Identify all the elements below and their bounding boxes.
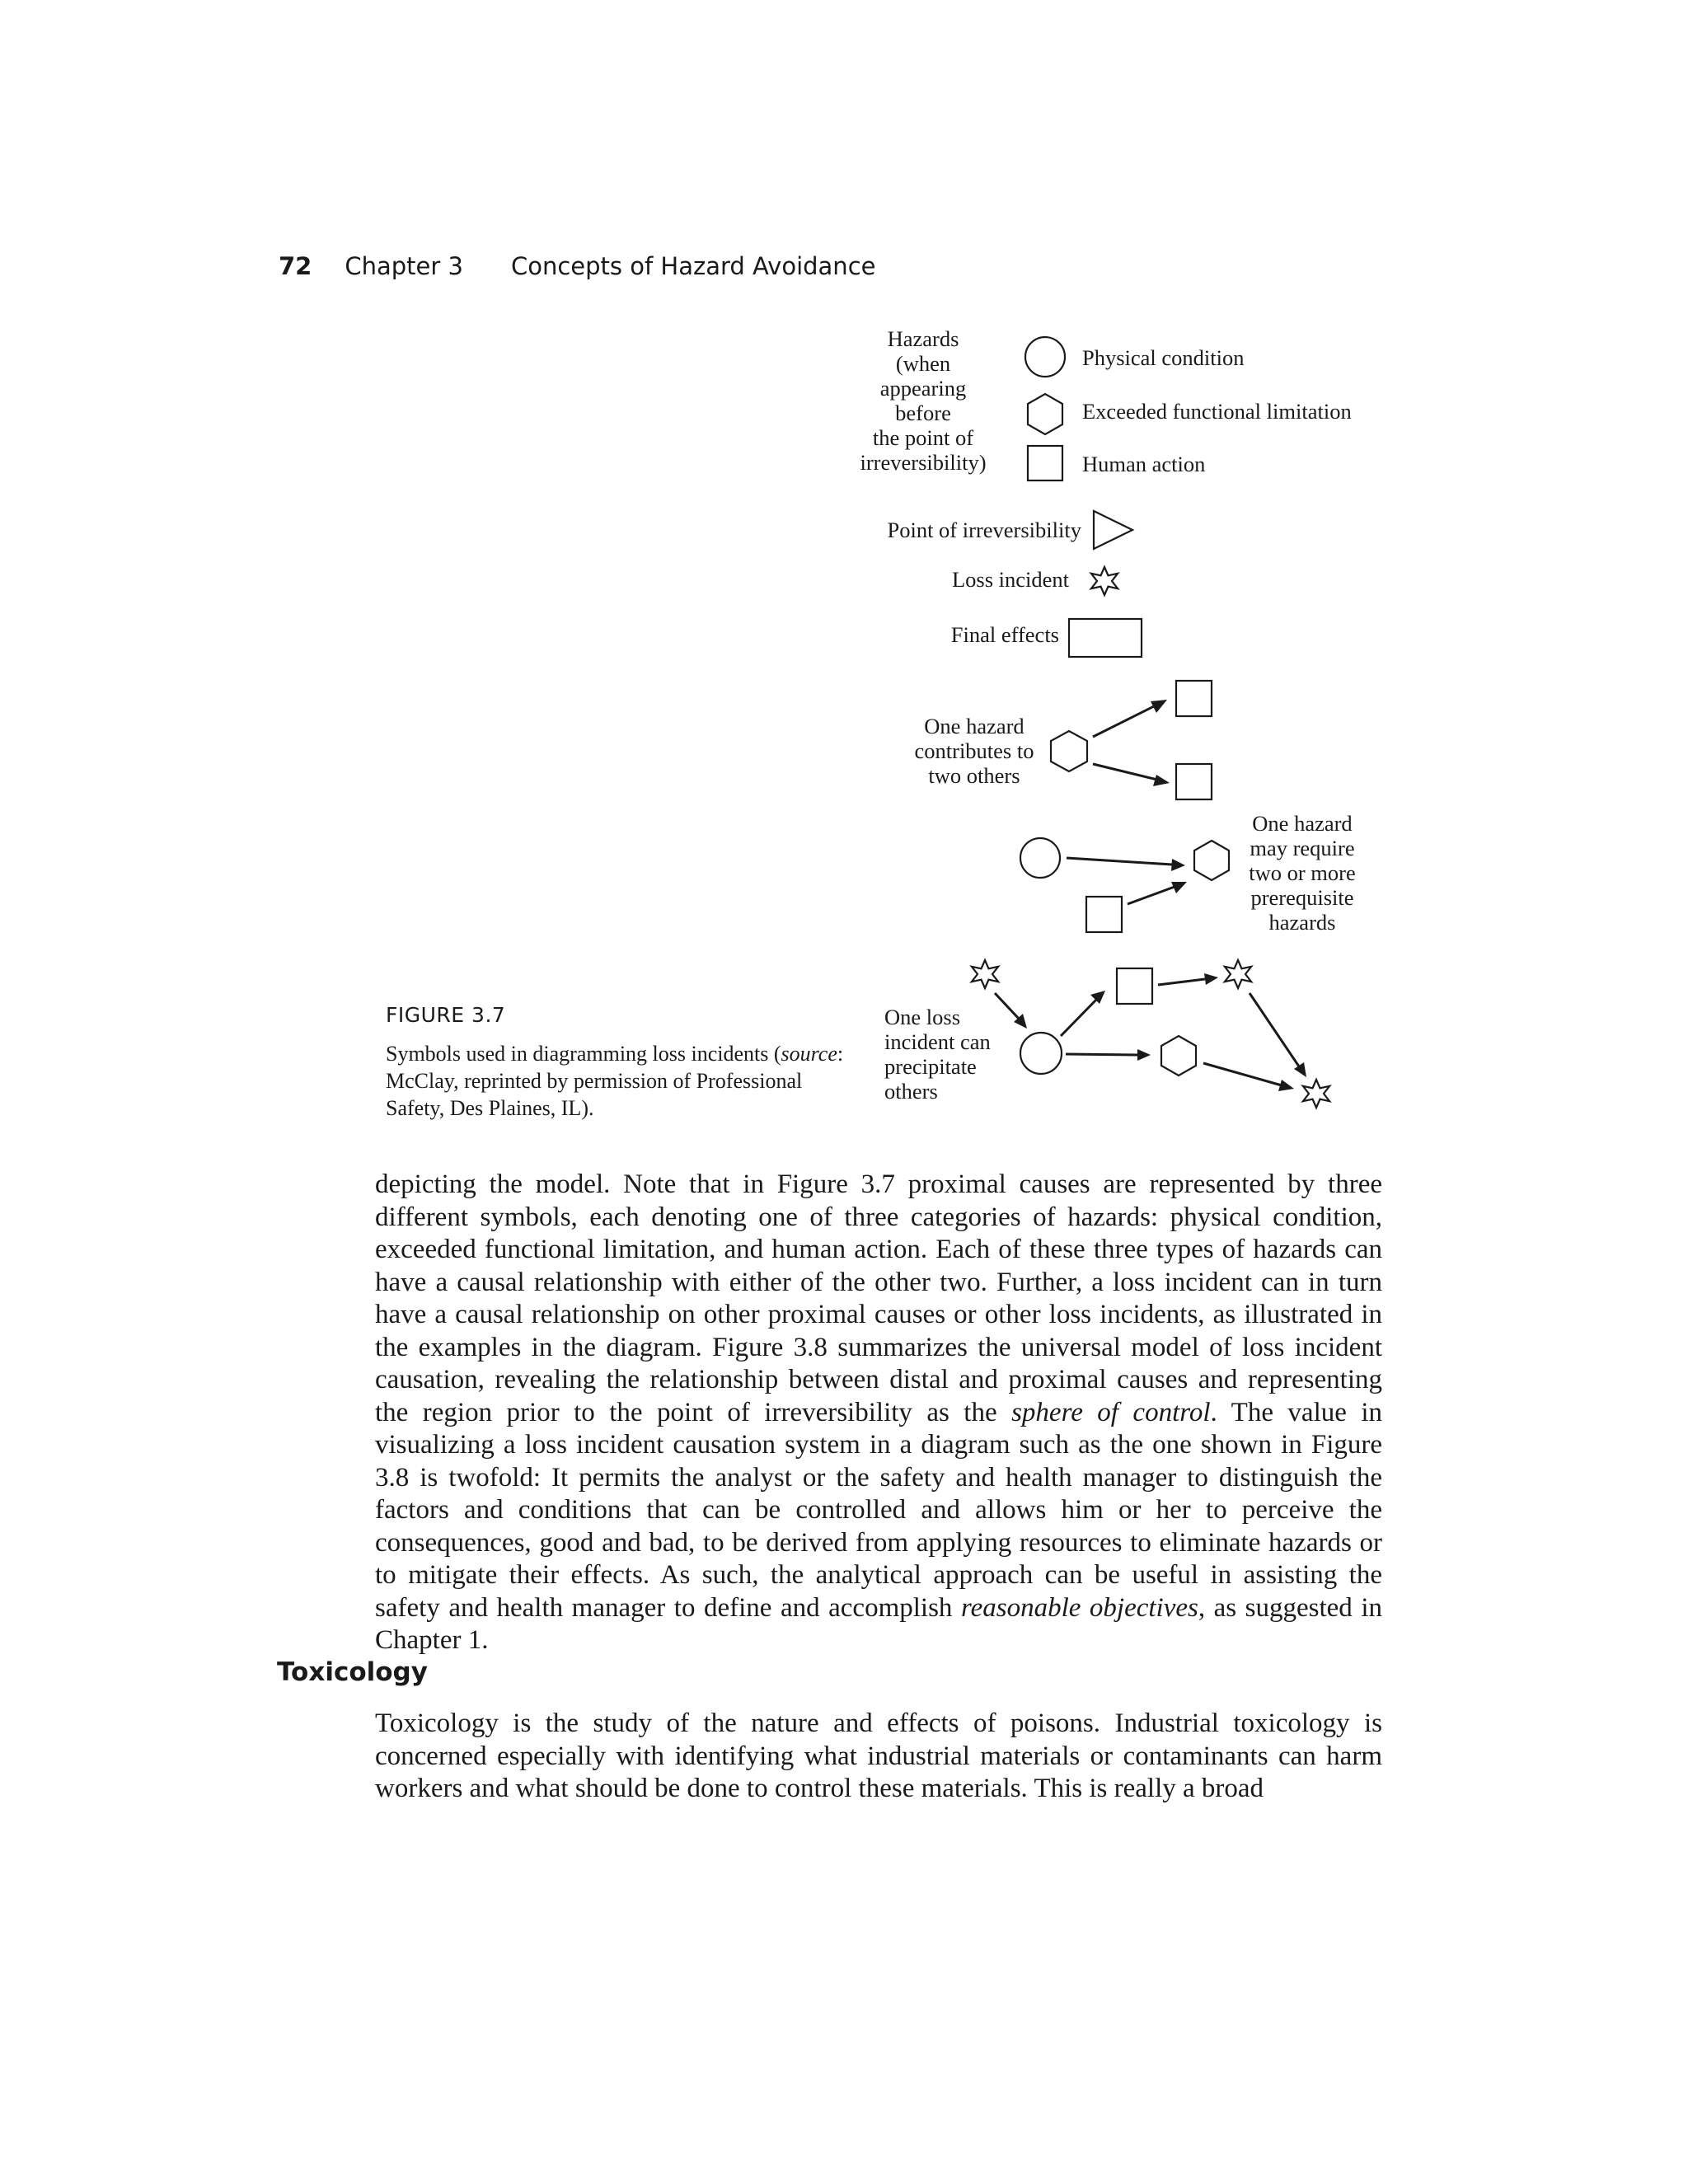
example-label-line: contributes to	[914, 738, 1034, 763]
italic-term: reasonable objectives	[960, 1592, 1198, 1623]
exceeded-limitation-icon	[1028, 394, 1062, 434]
hazards-label	[860, 326, 986, 475]
legend-physical-condition: Physical condition	[1082, 345, 1245, 370]
example-label-line: precipitate	[884, 1054, 977, 1079]
hexagon-icon	[1194, 841, 1229, 880]
legend-final-effects: Final effects	[950, 622, 1059, 647]
example-label-line: prerequisite	[1250, 885, 1354, 910]
hazards-line: (when	[895, 351, 951, 376]
star-icon	[1303, 1080, 1329, 1108]
human-action-icon	[1028, 446, 1062, 480]
body-paragraph	[375, 1708, 1382, 1806]
example-precipitates	[884, 960, 1329, 1108]
arrowhead	[1151, 700, 1167, 713]
arrowhead	[1153, 775, 1170, 786]
square-icon	[1176, 681, 1212, 716]
hexagon-icon	[1161, 1036, 1196, 1076]
arrow	[1250, 993, 1299, 1066]
arrowhead	[1171, 859, 1185, 871]
example-prerequisites	[1020, 811, 1356, 935]
arrow	[1158, 979, 1205, 985]
hexagon-icon	[1051, 731, 1087, 771]
paragraph-text: , as suggested in Chapter 1.	[375, 1592, 1383, 1655]
square-icon	[1117, 968, 1152, 1004]
arrow	[1061, 1000, 1096, 1036]
star-icon	[1091, 567, 1118, 595]
hazards-line: the point of	[872, 425, 974, 450]
arrowhead	[1294, 1062, 1306, 1077]
arrow	[1093, 764, 1157, 780]
caption-text: : McClay, reprinted by permission of Professional Safety, Des Plaines, IL).	[386, 1042, 844, 1120]
body-paragraph	[375, 1169, 1382, 1657]
legend-human-action: Human action	[1082, 452, 1206, 476]
example-contributes	[915, 681, 1212, 799]
star-icon	[1225, 960, 1251, 988]
example-label-line: two others	[928, 763, 1020, 788]
square-icon	[1086, 897, 1122, 932]
example-label-line: hazards	[1268, 910, 1336, 935]
hazards-line: before	[895, 401, 951, 425]
circle-icon	[1020, 838, 1060, 878]
arrowhead	[1278, 1080, 1294, 1091]
legend-loss-incident: Loss incident	[951, 567, 1069, 592]
star-icon	[972, 960, 998, 988]
physical-condition-icon	[1025, 337, 1065, 377]
example-label-line: One hazard	[924, 714, 1025, 738]
arrow	[1128, 887, 1175, 904]
hazards-line: irreversibility)	[860, 450, 987, 475]
figure-caption	[386, 1040, 847, 1122]
arrow	[1203, 1063, 1282, 1085]
circle-icon	[1020, 1033, 1062, 1074]
hazards-line: appearing	[879, 376, 967, 401]
square-icon	[1176, 764, 1212, 799]
section-heading: Toxicology	[277, 1657, 428, 1687]
page-number: 72	[279, 252, 312, 280]
legend-point-of-irreversibility: Point of irreversibility	[887, 518, 1081, 542]
final-effects-icon	[1069, 619, 1142, 657]
example-label-line: two or more	[1249, 860, 1356, 885]
caption-italic: source	[781, 1042, 837, 1066]
example-label-line: incident can	[884, 1029, 991, 1054]
figure-label: FIGURE 3.7	[386, 1003, 506, 1027]
arrow	[995, 993, 1019, 1019]
example-label-line: others	[884, 1079, 938, 1104]
arrow	[1093, 705, 1156, 737]
example-label-line: One hazard	[1252, 811, 1353, 836]
example-label-line: One loss	[884, 1005, 961, 1029]
triangle-icon	[1094, 511, 1132, 549]
chapter-title: Concepts of Hazard Avoidance	[510, 252, 876, 280]
caption-text: Symbols used in diagramming loss incidents (	[386, 1042, 781, 1066]
paragraph-text: depicting the model. Note that in Figure 3.7 proximal causes are represented by three different symbols, each denoting one of three categories of hazards: physical condition, exceeded functional limitation, and human action. Each of these three types of hazards can have a causal relationship with either of the other two. Further, a loss incident can in turn have a causal relationship on other proximal causes or other loss incidents, as illustrated in the examples in the diagram. Figure 3.8 summarizes the universal model of loss incident causation, revealing the relationship between distal and proximal causes and representing the region prior to the point of irreversibility as the	[375, 1169, 1382, 1427]
arrowhead	[1204, 973, 1218, 985]
chapter-label: Chapter 3	[345, 252, 463, 280]
paragraph-text: Toxicology is the study of the nature and effects of poisons. Industrial toxicology is concerned especially with identifying what industrial materials or contaminants can harm workers and what should be done to control these materials. This is really a broad	[375, 1708, 1382, 1803]
arrow	[1066, 1054, 1137, 1055]
example-label-line: may require	[1250, 836, 1355, 860]
arrow	[1067, 858, 1172, 865]
hazards-line: Hazards	[887, 326, 959, 351]
legend-exceeded-limitation: Exceeded functional limitation	[1082, 399, 1352, 424]
arrowhead	[1137, 1049, 1151, 1061]
italic-term: sphere of control	[1011, 1397, 1211, 1427]
paragraph-text: . The value in visualizing a loss incident causation system in a diagram such as the one shown in Figure 3.8 is twofold: It permits the analyst or the safety and health manager to distinguish the factors and conditions that can be controlled and allows him or her to perceive the consequences, good and bad, to be derived from applying resources to eliminate hazards or to mitigate their effects. As such, the analytical approach can be useful in assisting the safety and health manager to define and accomplish	[375, 1397, 1383, 1623]
